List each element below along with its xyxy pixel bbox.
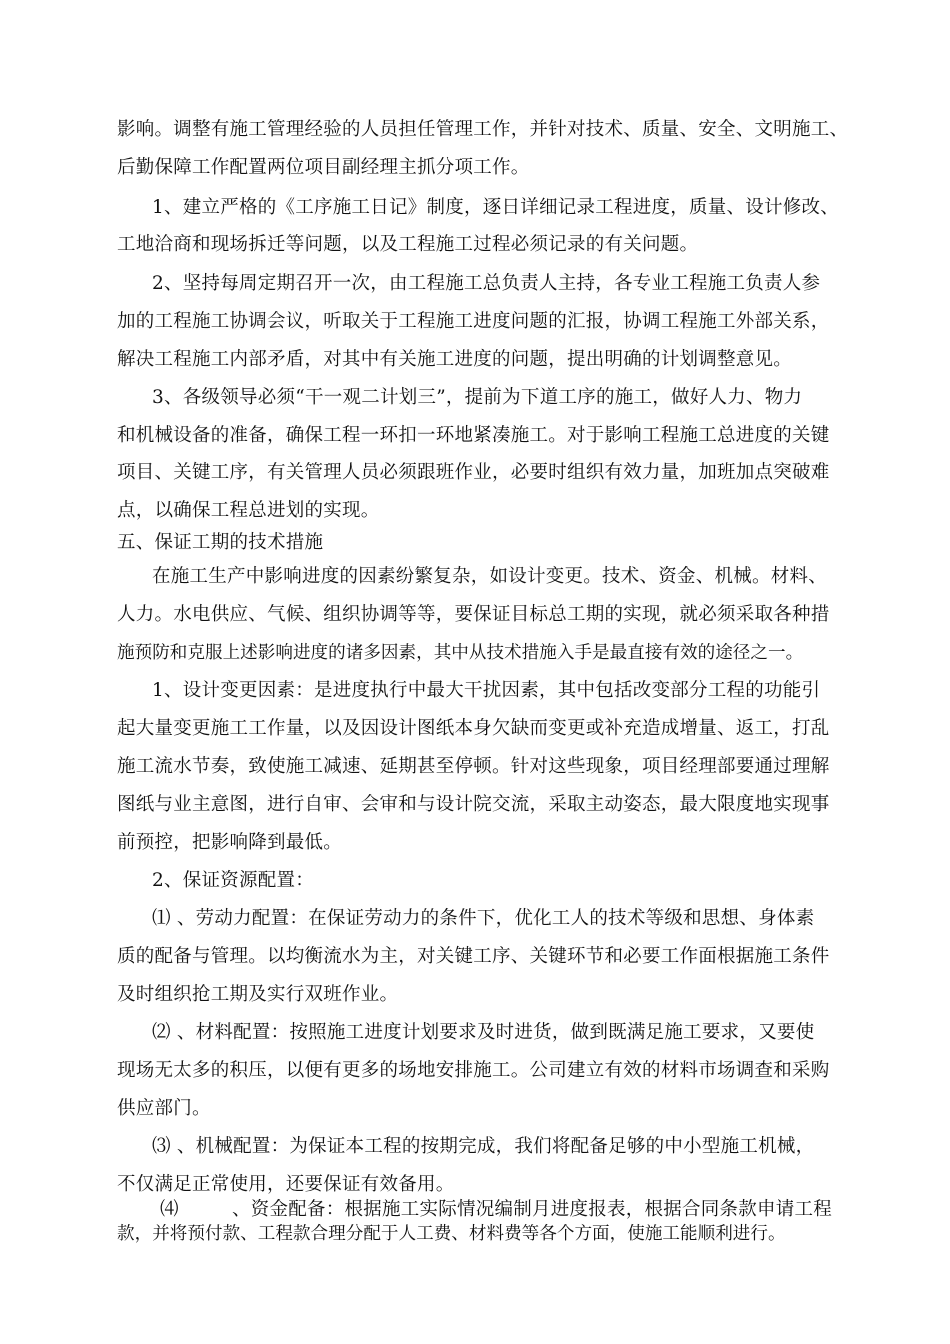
text-line: 及时组织抢工期及实行双班作业。 — [117, 984, 399, 1005]
text-line: 质的配备与管理。以均衡流水为主，对关键工序、关键环节和必要工作面根据施工条件 — [117, 946, 830, 967]
paragraph-line: 2、坚持每周定期召开一次，由工程施工总负责人主持，各专业工程施工负责人参 — [152, 273, 821, 294]
text-line: 人力。水电供应、气候、组织协调等等，要保证目标总工期的实现，就必须采取各种措 — [117, 604, 830, 625]
text-line: 不仅满足正常使用，还要保证有效备用。 — [117, 1174, 455, 1195]
text-line: 现场无太多的积压，以便有更多的场地安排施工。公司建立有效的材料市场调查和采购 — [117, 1060, 830, 1081]
text-line: 施工流水节奏，致使施工减速、延期甚至停顿。针对这些现象，项目经理部要通过理解 — [117, 756, 830, 777]
text-line: 前预控，把影响降到最低。 — [117, 832, 343, 853]
text-line: 项目、关键工序，有关管理人员必须跟班作业，必要时组织有效力量，加班加点突破难 — [117, 462, 830, 483]
text-line: 后勤保障工作配置两位项目副经理主抓分项工作。 — [117, 157, 530, 178]
text-line: 起大量变更施工工作量，以及因设计图纸本身欠缺而变更或补充造成增量、返工，打乱 — [117, 718, 830, 739]
paragraph-line: 3、各级领导必须“干一观二计划三”，提前为下道工序的施工，做好人力、物力 — [152, 387, 803, 408]
paragraph-line: 、资金配备：根据施工实际情况编制月进度报表，根据合同条款申请工程 — [232, 1199, 833, 1220]
list-marker: ⑷ — [160, 1199, 179, 1220]
text-line: 施预防和克服上述影响进度的诸多因素，其中从技术措施入手是最直接有效的途径之一。 — [117, 643, 804, 663]
paragraph-line: ⑴ 、劳动力配置：在保证劳动力的条件下，优化工人的技术等级和思想、身体素 — [152, 908, 815, 929]
text-line: 和机械设备的准备，确保工程一环扣一环地紧凑施工。对于影响工程施工总进度的关键 — [117, 425, 830, 446]
paragraph-line: 1、设计变更因素：是进度执行中最大干扰因素，其中包括改变部分工程的功能引 — [152, 680, 821, 701]
text-line: 影响。调整有施工管理经验的人员担任管理工作，并针对技术、质量、安全、文明施工、 — [117, 119, 849, 140]
paragraph-line: ⑵ 、材料配置：按照施工进度计划要求及时进货，做到既满足施工要求，又要使 — [152, 1022, 815, 1043]
text-line: 图纸与业主意图，进行自审、会审和与设计院交流，采取主动姿态，最大限度地实现事 — [117, 794, 830, 815]
paragraph-line: ⑶ 、机械配置：为保证本工程的按期完成，我们将配备足够的中小型施工机械， — [152, 1136, 815, 1157]
paragraph-line: 在施工生产中影响进度的因素纷繁复杂，如设计变更。技术、资金、机械。材料、 — [152, 566, 828, 587]
text-line: 供应部门。 — [117, 1098, 211, 1119]
section-heading: 五、保证工期的技术措施 — [117, 532, 324, 553]
text-line: 加的工程施工协调会议，听取关于工程施工进度问题的汇报，协调工程施工外部关系， — [117, 311, 830, 332]
text-line: 工地洽商和现场拆迁等问题，以及工程施工过程必须记录的有关问题。 — [117, 234, 699, 255]
text-line: 解决工程施工内部矛盾，对其中有关施工进度的问题，提出明确的计划调整意见。 — [117, 349, 793, 370]
paragraph-line: 1、建立严格的《工序施工日记》制度，逐日详细记录工程进度，质量、设计修改、 — [152, 197, 840, 218]
text-line: 款，并将预付款、工程款合理分配于人工费、材料费等各个方面，使施工能顺利进行。 — [117, 1224, 786, 1244]
text-line: 点，以确保工程总进划的实现。 — [117, 500, 380, 521]
paragraph-line: 2、保证资源配置： — [152, 870, 315, 891]
